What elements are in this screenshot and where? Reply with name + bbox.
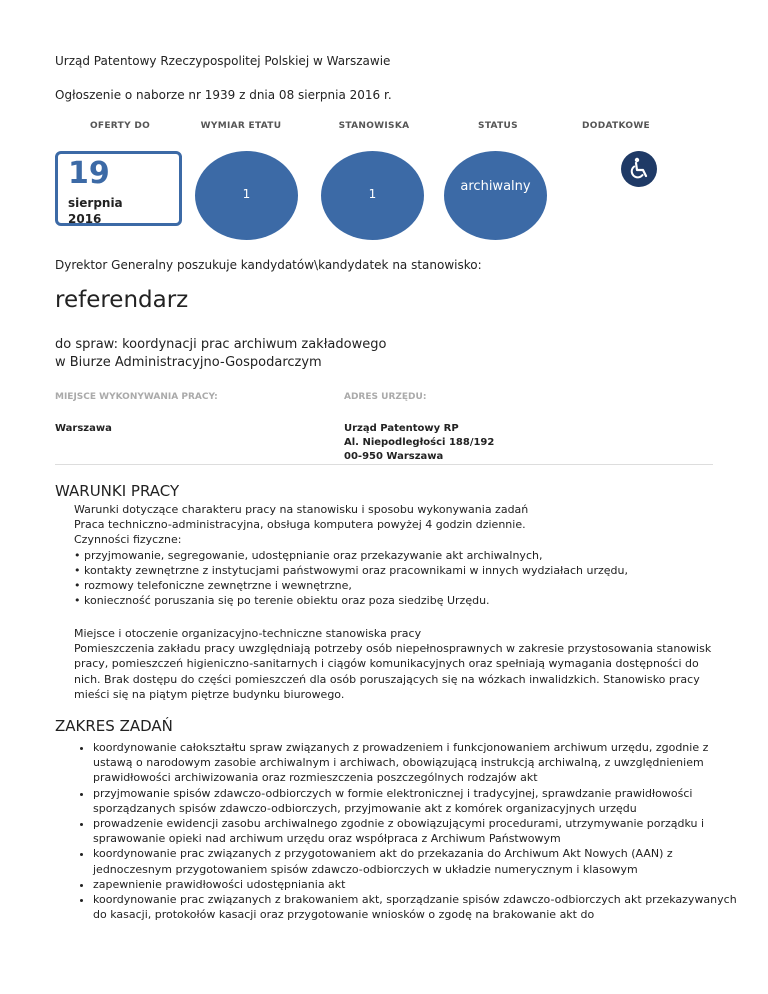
address-label: ADRES URZĘDU: <box>344 392 427 402</box>
address-line-1: Urząd Patentowy RP <box>344 423 459 434</box>
divider <box>55 464 713 465</box>
date-month: sierpnia <box>68 196 123 210</box>
list-item: • koordynowanie prac związanych z przygotowaniem akt do przekazania do Archiwum Akt Nowych (AAN) z jednoczesnym przygotowaniem spisów zdawczo-odbiorczych w układzie numerycznym i klasowym <box>93 846 738 876</box>
tasks-list <box>74 740 738 922</box>
tasks-heading: ZAKRES ZADAŃ <box>55 717 173 735</box>
conditions-text <box>74 502 628 608</box>
conditions-line: Praca techniczno-administracyjna, obsługa komputera powyżej 4 godzin dziennie. <box>74 518 526 532</box>
place-value: Warszawa <box>55 423 112 434</box>
position-title: referendarz <box>55 287 189 313</box>
status-value: archiwalny <box>460 179 531 194</box>
list-item: • prowadzenie ewidencji zasobu archiwalnego zgodnie z obowiązującymi procedurami, utrzymywanie porządku i sprawowanie opieki nad archiwum urzędu oraz współpraca z Archiwum Państwowym <box>93 816 738 846</box>
list-item: • koordynowanie całokształtu spraw związanych z prowadzeniem i funkcjonowaniem archiwum urzędu, zgodnie z ustawą o narodowym zasobie archiwalnym i archiwach, obowiązującą instrukcją archiwalną, z uwzględnieniem prawidłowości archiwizowania oraz rozmieszczenia poszczególnych rodzajów akt <box>93 740 738 786</box>
list-item: • przyjmowanie spisów zdawczo-odbiorczych w formie elektronicznej i tradycyjnej, sprawdzanie prawidłowości sporządzanych spisów zdawczo-odbiorczych, przyjmowanie akt z komórek organizacyjnych urzędu <box>93 786 738 816</box>
list-item: • koordynowanie prac związanych z brakowaniem akt, sporządzanie spisów zdawczo-odbiorczych akt przekazywanych do kasacji, protokołów kasacji oraz przygotowanie wniosków o zgodę na brakowanie akt do <box>93 892 738 922</box>
wheelchair-icon <box>621 151 657 187</box>
address-line-2: Al. Niepodległości 188/192 <box>344 437 495 448</box>
environment-body: Pomieszczenia zakładu pracy uwzględniają potrzeby osób niepełnosprawnych w zakresie przystosowania stanowisk pracy, pomieszczeń higieniczno-sanitarnych i ciągów komunikacyjnych oraz spełniają wymagania dostępności do nich. Brak dostępu do części pomieszczeń dla osób poruszających się na wózkach inwalidzkich. Stanowisko pracy mieści się na piątym piętrze budynku biurowego. <box>74 642 712 701</box>
dept-line-2: w Biurze Administracyjno-Gospodarczym <box>55 355 322 370</box>
lead-text: Dyrektor Generalny poszukuje kandydatów\kandydatek na stanowisko: <box>55 258 482 272</box>
dept-line-1: do spraw: koordynacji prac archiwum zakładowego <box>55 337 387 352</box>
list-item: • rozmowy telefoniczne zewnętrzne i wewnętrzne, <box>74 579 352 593</box>
col-offers-until: OFERTY DO <box>89 121 151 131</box>
col-extra: DODATKOWE <box>582 121 650 131</box>
col-status: STATUS <box>478 121 518 131</box>
offers-until-date <box>55 151 182 226</box>
employment-value: 1 <box>242 187 251 201</box>
list-item: • przyjmowanie, segregowanie, udostępnianie oraz przekazywanie akt archiwalnych, <box>74 548 543 562</box>
list-item: • kontakty zewnętrzne z instytucjami państwowymi oraz pracownikami w innych wydziałach urzędu, <box>74 563 628 577</box>
status-circle <box>444 151 547 240</box>
employment-circle <box>195 151 298 240</box>
list-item: • konieczność poruszania się po terenie obiektu oraz poza siedzibę Urzędu. <box>74 594 490 608</box>
address-line-3: 00-950 Warszawa <box>344 451 444 462</box>
conditions-line: Czynności fizyczne: <box>74 533 182 547</box>
environment-title: Miejsce i otoczenie organizacyjno-techniczne stanowiska pracy <box>74 627 422 640</box>
office-address <box>344 422 494 464</box>
positions-circle <box>321 151 424 240</box>
list-item: • zapewnienie prawidłowości udostępniania akt <box>93 877 738 892</box>
positions-value: 1 <box>368 187 377 201</box>
place-label: MIEJSCE WYKONYWANIA PRACY: <box>55 392 218 402</box>
position-department <box>55 336 386 372</box>
announcement-line: Ogłoszenie o naborze nr 1939 z dnia 08 sierpnia 2016 r. <box>55 88 392 102</box>
col-employment: WYMIAR ETATU <box>200 121 282 131</box>
conditions-heading: WARUNKI PRACY <box>55 482 180 500</box>
organization-name: Urząd Patentowy Rzeczypospolitej Polskiej w Warszawie <box>55 54 391 68</box>
conditions-line: Warunki dotyczące charakteru pracy na stanowisku i sposobu wykonywania zadań <box>74 503 529 516</box>
environment-text <box>74 626 714 702</box>
col-positions: STANOWISKA <box>338 121 410 131</box>
date-year: 2016 <box>68 212 102 226</box>
date-day: 19 <box>68 156 110 191</box>
